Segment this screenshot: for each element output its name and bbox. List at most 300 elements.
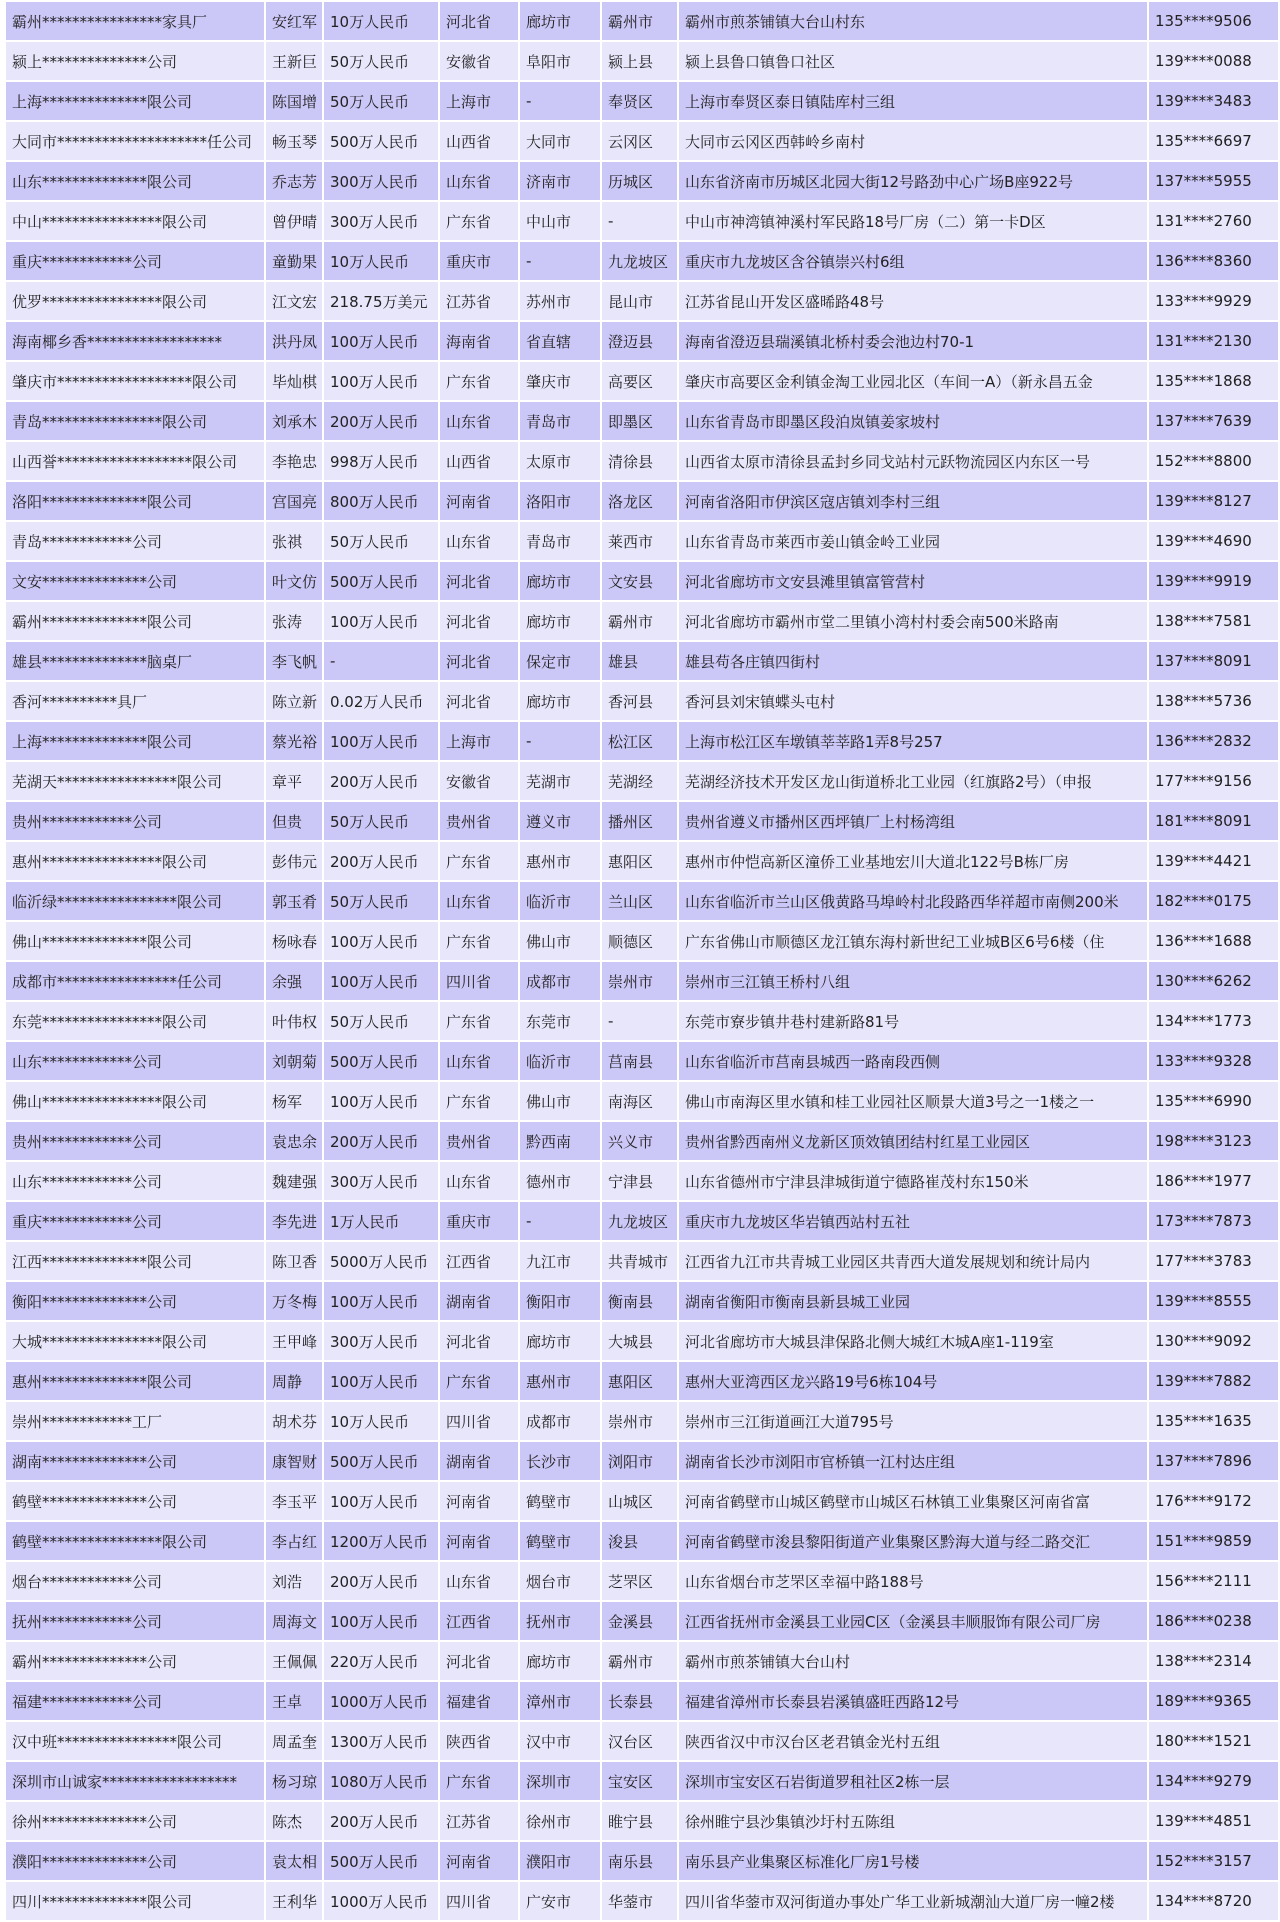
province-cell: 广东省: [439, 1081, 519, 1121]
phone-cell: 177****3783: [1148, 1241, 1279, 1281]
legal-person-cell: 周孟奎: [265, 1721, 323, 1761]
district-cell: 清徐县: [601, 441, 678, 481]
company-name-cell: 徐州**************公司: [5, 1801, 265, 1841]
address-cell: 惠州市仲恺高新区潼侨工业基地宏川大道北122号B栋厂房: [678, 841, 1148, 881]
phone-cell: 152****3157: [1148, 1841, 1279, 1881]
registered-capital-cell: 100万人民币: [323, 1361, 439, 1401]
registered-capital-cell: 100万人民币: [323, 601, 439, 641]
legal-person-cell: 万冬梅: [265, 1281, 323, 1321]
city-cell: 衡阳市: [519, 1281, 601, 1321]
phone-cell: 156****2111: [1148, 1561, 1279, 1601]
province-cell: 山东省: [439, 161, 519, 201]
company-name-cell: 鹤壁****************限公司: [5, 1521, 265, 1561]
company-name-cell: 汉中班****************限公司: [5, 1721, 265, 1761]
legal-person-cell: 李玉平: [265, 1481, 323, 1521]
registered-capital-cell: 220万人民币: [323, 1641, 439, 1681]
table-row: [5, 1361, 1279, 1401]
district-cell: 崇州市: [601, 1401, 678, 1441]
district-cell: 九龙坡区: [601, 1201, 678, 1241]
city-cell: 青岛市: [519, 521, 601, 561]
district-cell: 澄迈县: [601, 321, 678, 361]
table-row: [5, 921, 1279, 961]
address-cell: 深圳市宝安区石岩街道罗租社区2栋一层: [678, 1761, 1148, 1801]
district-cell: -: [601, 201, 678, 241]
table-row: [5, 801, 1279, 841]
address-cell: 山东省济南市历城区北园大街12号路劲中心广场B座922号: [678, 161, 1148, 201]
city-cell: 成都市: [519, 1401, 601, 1441]
table-row: [5, 361, 1279, 401]
province-cell: 陕西省: [439, 1721, 519, 1761]
phone-cell: 133****9929: [1148, 281, 1279, 321]
province-cell: 安徽省: [439, 761, 519, 801]
company-name-cell: 贵州************公司: [5, 1121, 265, 1161]
district-cell: -: [601, 1001, 678, 1041]
table-row: [5, 881, 1279, 921]
table-row: [5, 1321, 1279, 1361]
district-cell: 奉贤区: [601, 81, 678, 121]
province-cell: 广东省: [439, 1001, 519, 1041]
table-row: [5, 1161, 1279, 1201]
address-cell: 山东省青岛市莱西市姜山镇金岭工业园: [678, 521, 1148, 561]
legal-person-cell: 刘承木: [265, 401, 323, 441]
company-name-cell: 大同市********************任公司: [5, 121, 265, 161]
legal-person-cell: 杨习琼: [265, 1761, 323, 1801]
legal-person-cell: 陈国增: [265, 81, 323, 121]
registered-capital-cell: 300万人民币: [323, 161, 439, 201]
city-cell: 廊坊市: [519, 601, 601, 641]
table-row: [5, 1241, 1279, 1281]
address-cell: 芜湖经济技术开发区龙山街道桥北工业园（红旗路2号）（申报: [678, 761, 1148, 801]
legal-person-cell: 蔡光裕: [265, 721, 323, 761]
company-name-cell: 江西**************限公司: [5, 1241, 265, 1281]
province-cell: 山西省: [439, 121, 519, 161]
address-cell: 山东省烟台市芝罘区幸福中路188号: [678, 1561, 1148, 1601]
district-cell: 霸州市: [601, 1641, 678, 1681]
company-name-cell: 烟台************公司: [5, 1561, 265, 1601]
legal-person-cell: 曾伊晴: [265, 201, 323, 241]
address-cell: 河北省廊坊市霸州市堂二里镇小湾村村委会南500米路南: [678, 601, 1148, 641]
registered-capital-cell: 200万人民币: [323, 1121, 439, 1161]
legal-person-cell: 毕灿棋: [265, 361, 323, 401]
company-table: [4, 0, 1280, 1922]
table-row: [5, 601, 1279, 641]
district-cell: 播州区: [601, 801, 678, 841]
phone-cell: 152****8800: [1148, 441, 1279, 481]
address-cell: 徐州睢宁县沙集镇沙圩村五陈组: [678, 1801, 1148, 1841]
address-cell: 大同市云冈区西韩岭乡南村: [678, 121, 1148, 161]
address-cell: 江西省抚州市金溪县工业园C区（金溪县丰顺服饰有限公司厂房: [678, 1601, 1148, 1641]
address-cell: 江苏省昆山开发区盛晞路48号: [678, 281, 1148, 321]
address-cell: 香河县刘宋镇蝶头屯村: [678, 681, 1148, 721]
table-row: [5, 321, 1279, 361]
registered-capital-cell: 100万人民币: [323, 361, 439, 401]
registered-capital-cell: 100万人民币: [323, 921, 439, 961]
phone-cell: 135****9506: [1148, 1, 1279, 41]
district-cell: 霸州市: [601, 1, 678, 41]
address-cell: 上海市奉贤区泰日镇陆库村三组: [678, 81, 1148, 121]
phone-cell: 139****3483: [1148, 81, 1279, 121]
phone-cell: 181****8091: [1148, 801, 1279, 841]
table-row: [5, 81, 1279, 121]
address-cell: 上海市松江区车墩镇莘莘路1弄8号257: [678, 721, 1148, 761]
phone-cell: 189****9365: [1148, 1681, 1279, 1721]
district-cell: 汉台区: [601, 1721, 678, 1761]
city-cell: 廊坊市: [519, 1, 601, 41]
city-cell: 惠州市: [519, 841, 601, 881]
table-row: [5, 1441, 1279, 1481]
city-cell: 深圳市: [519, 1761, 601, 1801]
province-cell: 山东省: [439, 521, 519, 561]
address-cell: 四川省华蓥市双河街道办事处广华工业新城潮汕大道厂房一幢2楼: [678, 1881, 1148, 1921]
legal-person-cell: 周海文: [265, 1601, 323, 1641]
registered-capital-cell: 50万人民币: [323, 1001, 439, 1041]
phone-cell: 139****4851: [1148, 1801, 1279, 1841]
city-cell: 济南市: [519, 161, 601, 201]
address-cell: 重庆市九龙坡区华岩镇西站村五社: [678, 1201, 1148, 1241]
address-cell: 中山市神湾镇神溪村军民路18号厂房（二）第一卡D区: [678, 201, 1148, 241]
address-cell: 山东省临沂市兰山区俄黄路马埠岭村北段路西华祥超市南侧200米: [678, 881, 1148, 921]
phone-cell: 186****0238: [1148, 1601, 1279, 1641]
registered-capital-cell: 1300万人民币: [323, 1721, 439, 1761]
table-row: [5, 1001, 1279, 1041]
legal-person-cell: 袁太相: [265, 1841, 323, 1881]
registered-capital-cell: 1200万人民币: [323, 1521, 439, 1561]
province-cell: 广东省: [439, 1361, 519, 1401]
phone-cell: 136****2832: [1148, 721, 1279, 761]
table-row: [5, 401, 1279, 441]
phone-cell: 180****1521: [1148, 1721, 1279, 1761]
province-cell: 贵州省: [439, 1121, 519, 1161]
district-cell: 兰山区: [601, 881, 678, 921]
company-name-cell: 上海**************限公司: [5, 721, 265, 761]
table-row: [5, 241, 1279, 281]
district-cell: 芝罘区: [601, 1561, 678, 1601]
city-cell: 黔西南: [519, 1121, 601, 1161]
company-name-cell: 佛山**************限公司: [5, 921, 265, 961]
company-name-cell: 衡阳**************公司: [5, 1281, 265, 1321]
district-cell: 高要区: [601, 361, 678, 401]
registered-capital-cell: 500万人民币: [323, 1041, 439, 1081]
table-body: [5, 1, 1279, 1921]
city-cell: 惠州市: [519, 1361, 601, 1401]
phone-cell: 138****7581: [1148, 601, 1279, 641]
province-cell: 四川省: [439, 961, 519, 1001]
company-name-cell: 优罗****************限公司: [5, 281, 265, 321]
table-row: [5, 521, 1279, 561]
province-cell: 江西省: [439, 1241, 519, 1281]
legal-person-cell: 叶文仿: [265, 561, 323, 601]
table-row: [5, 1761, 1279, 1801]
city-cell: 烟台市: [519, 1561, 601, 1601]
company-name-cell: 山东************公司: [5, 1161, 265, 1201]
city-cell: 佛山市: [519, 921, 601, 961]
company-name-cell: 海南椰乡香******************: [5, 321, 265, 361]
province-cell: 山东省: [439, 1161, 519, 1201]
registered-capital-cell: 200万人民币: [323, 761, 439, 801]
district-cell: 霸州市: [601, 601, 678, 641]
table-row: [5, 1801, 1279, 1841]
city-cell: 阜阳市: [519, 41, 601, 81]
address-cell: 广东省佛山市顺德区龙江镇东海村新世纪工业城B区6号6楼（住: [678, 921, 1148, 961]
table-row: [5, 1881, 1279, 1921]
address-cell: 河北省廊坊市大城县津保路北侧大城红木城A座1-119室: [678, 1321, 1148, 1361]
legal-person-cell: 但贵: [265, 801, 323, 841]
registered-capital-cell: 500万人民币: [323, 561, 439, 601]
table-row: [5, 441, 1279, 481]
address-cell: 霸州市煎茶铺镇大台山村东: [678, 1, 1148, 41]
legal-person-cell: 张涛: [265, 601, 323, 641]
address-cell: 崇州市三江街道画江大道795号: [678, 1401, 1148, 1441]
city-cell: 徐州市: [519, 1801, 601, 1841]
company-name-cell: 山东************公司: [5, 1041, 265, 1081]
province-cell: 广东省: [439, 921, 519, 961]
district-cell: 惠阳区: [601, 841, 678, 881]
registered-capital-cell: 5000万人民币: [323, 1241, 439, 1281]
registered-capital-cell: 100万人民币: [323, 1601, 439, 1641]
legal-person-cell: 王新巨: [265, 41, 323, 81]
company-name-cell: 重庆************公司: [5, 1201, 265, 1241]
province-cell: 四川省: [439, 1401, 519, 1441]
legal-person-cell: 叶伟权: [265, 1001, 323, 1041]
table-row: [5, 1721, 1279, 1761]
city-cell: 保定市: [519, 641, 601, 681]
district-cell: 金溪县: [601, 1601, 678, 1641]
city-cell: 肇庆市: [519, 361, 601, 401]
company-name-cell: 佛山****************限公司: [5, 1081, 265, 1121]
legal-person-cell: 王利华: [265, 1881, 323, 1921]
phone-cell: 137****7639: [1148, 401, 1279, 441]
address-cell: 雄县苟各庄镇四街村: [678, 641, 1148, 681]
registered-capital-cell: 100万人民币: [323, 1481, 439, 1521]
registered-capital-cell: 218.75万美元: [323, 281, 439, 321]
province-cell: 贵州省: [439, 801, 519, 841]
district-cell: 长泰县: [601, 1681, 678, 1721]
table-row: [5, 281, 1279, 321]
address-cell: 湖南省长沙市浏阳市官桥镇一江村达庄组: [678, 1441, 1148, 1481]
province-cell: 上海市: [439, 721, 519, 761]
registered-capital-cell: 300万人民币: [323, 201, 439, 241]
registered-capital-cell: 50万人民币: [323, 81, 439, 121]
province-cell: 海南省: [439, 321, 519, 361]
company-name-cell: 颍上**************公司: [5, 41, 265, 81]
district-cell: 颍上县: [601, 41, 678, 81]
table-row: [5, 1121, 1279, 1161]
phone-cell: 186****1977: [1148, 1161, 1279, 1201]
company-name-cell: 文安**************公司: [5, 561, 265, 601]
legal-person-cell: 章平: [265, 761, 323, 801]
registered-capital-cell: 200万人民币: [323, 1561, 439, 1601]
phone-cell: 135****6990: [1148, 1081, 1279, 1121]
registered-capital-cell: 300万人民币: [323, 1161, 439, 1201]
district-cell: 宁津县: [601, 1161, 678, 1201]
phone-cell: 135****1635: [1148, 1401, 1279, 1441]
city-cell: 九江市: [519, 1241, 601, 1281]
province-cell: 广东省: [439, 841, 519, 881]
city-cell: -: [519, 1201, 601, 1241]
registered-capital-cell: 10万人民币: [323, 1, 439, 41]
province-cell: 广东省: [439, 201, 519, 241]
city-cell: 廊坊市: [519, 681, 601, 721]
phone-cell: 177****9156: [1148, 761, 1279, 801]
legal-person-cell: 洪丹凤: [265, 321, 323, 361]
legal-person-cell: 康智财: [265, 1441, 323, 1481]
address-cell: 重庆市九龙坡区含谷镇崇兴村6组: [678, 241, 1148, 281]
legal-person-cell: 袁忠余: [265, 1121, 323, 1161]
company-name-cell: 深圳市山诚家******************: [5, 1761, 265, 1801]
city-cell: 太原市: [519, 441, 601, 481]
phone-cell: 138****5736: [1148, 681, 1279, 721]
district-cell: 南海区: [601, 1081, 678, 1121]
district-cell: 宝安区: [601, 1761, 678, 1801]
company-name-cell: 贵州************公司: [5, 801, 265, 841]
phone-cell: 130****9092: [1148, 1321, 1279, 1361]
province-cell: 重庆市: [439, 241, 519, 281]
phone-cell: 136****8360: [1148, 241, 1279, 281]
phone-cell: 151****9859: [1148, 1521, 1279, 1561]
phone-cell: 137****7896: [1148, 1441, 1279, 1481]
address-cell: 东莞市寮步镇井巷村建新路81号: [678, 1001, 1148, 1041]
company-name-cell: 福建************公司: [5, 1681, 265, 1721]
address-cell: 佛山市南海区里水镇和桂工业园社区顺景大道3号之一1楼之一: [678, 1081, 1148, 1121]
province-cell: 河北省: [439, 1, 519, 41]
address-cell: 湖南省衡阳市衡南县新县城工业园: [678, 1281, 1148, 1321]
phone-cell: 139****4690: [1148, 521, 1279, 561]
phone-cell: 131****2760: [1148, 201, 1279, 241]
district-cell: 昆山市: [601, 281, 678, 321]
company-name-cell: 上海**************限公司: [5, 81, 265, 121]
district-cell: 浏阳市: [601, 1441, 678, 1481]
city-cell: 佛山市: [519, 1081, 601, 1121]
table-row: [5, 561, 1279, 601]
table-row: [5, 761, 1279, 801]
registered-capital-cell: 50万人民币: [323, 881, 439, 921]
phone-cell: 173****7873: [1148, 1201, 1279, 1241]
city-cell: 廊坊市: [519, 561, 601, 601]
legal-person-cell: 杨咏春: [265, 921, 323, 961]
city-cell: 遵义市: [519, 801, 601, 841]
table-row: [5, 41, 1279, 81]
registered-capital-cell: 800万人民币: [323, 481, 439, 521]
registered-capital-cell: 100万人民币: [323, 1281, 439, 1321]
address-cell: 河北省廊坊市文安县滩里镇富管营村: [678, 561, 1148, 601]
phone-cell: 130****6262: [1148, 961, 1279, 1001]
province-cell: 山东省: [439, 1041, 519, 1081]
province-cell: 河南省: [439, 1521, 519, 1561]
table-row: [5, 1841, 1279, 1881]
company-name-cell: 大城****************限公司: [5, 1321, 265, 1361]
registered-capital-cell: 500万人民币: [323, 1841, 439, 1881]
province-cell: 河北省: [439, 601, 519, 641]
address-cell: 霸州市煎茶铺镇大台山村: [678, 1641, 1148, 1681]
address-cell: 福建省漳州市长泰县岩溪镇盛旺西路12号: [678, 1681, 1148, 1721]
province-cell: 河北省: [439, 641, 519, 681]
phone-cell: 134****8720: [1148, 1881, 1279, 1921]
district-cell: 松江区: [601, 721, 678, 761]
legal-person-cell: 李艳忠: [265, 441, 323, 481]
district-cell: 惠阳区: [601, 1361, 678, 1401]
district-cell: 南乐县: [601, 1841, 678, 1881]
city-cell: 抚州市: [519, 1601, 601, 1641]
registered-capital-cell: 100万人民币: [323, 321, 439, 361]
district-cell: 洛龙区: [601, 481, 678, 521]
registered-capital-cell: 10万人民币: [323, 1401, 439, 1441]
registered-capital-cell: 0.02万人民币: [323, 681, 439, 721]
table-row: [5, 481, 1279, 521]
city-cell: 德州市: [519, 1161, 601, 1201]
registered-capital-cell: 50万人民币: [323, 801, 439, 841]
address-cell: 肇庆市高要区金利镇金淘工业园北区（车间一A）（新永昌五金: [678, 361, 1148, 401]
company-name-cell: 山东**************限公司: [5, 161, 265, 201]
legal-person-cell: 宫国亮: [265, 481, 323, 521]
legal-person-cell: 李飞帆: [265, 641, 323, 681]
registered-capital-cell: 1000万人民币: [323, 1681, 439, 1721]
phone-cell: 139****8555: [1148, 1281, 1279, 1321]
registered-capital-cell: 200万人民币: [323, 1801, 439, 1841]
province-cell: 山西省: [439, 441, 519, 481]
company-name-cell: 惠州****************限公司: [5, 841, 265, 881]
company-name-cell: 山西誉******************限公司: [5, 441, 265, 481]
phone-cell: 133****9328: [1148, 1041, 1279, 1081]
company-name-cell: 霸州****************家具厂: [5, 1, 265, 41]
city-cell: -: [519, 241, 601, 281]
province-cell: 四川省: [439, 1881, 519, 1921]
address-cell: 山东省临沂市莒南县城西一路南段西侧: [678, 1041, 1148, 1081]
address-cell: 颍上县鲁口镇鲁口社区: [678, 41, 1148, 81]
province-cell: 江西省: [439, 1601, 519, 1641]
city-cell: -: [519, 81, 601, 121]
legal-person-cell: 陈杰: [265, 1801, 323, 1841]
province-cell: 山东省: [439, 1561, 519, 1601]
district-cell: 兴义市: [601, 1121, 678, 1161]
registered-capital-cell: 1000万人民币: [323, 1881, 439, 1921]
district-cell: 衡南县: [601, 1281, 678, 1321]
city-cell: 洛阳市: [519, 481, 601, 521]
address-cell: 河南省鹤壁市浚县黎阳街道产业集聚区黔海大道与经二路交汇: [678, 1521, 1148, 1561]
legal-person-cell: 王佩佩: [265, 1641, 323, 1681]
city-cell: 芜湖市: [519, 761, 601, 801]
legal-person-cell: 乔志芳: [265, 161, 323, 201]
company-name-cell: 崇州************工厂: [5, 1401, 265, 1441]
city-cell: 漳州市: [519, 1681, 601, 1721]
table-row: [5, 721, 1279, 761]
city-cell: 广安市: [519, 1881, 601, 1921]
province-cell: 江苏省: [439, 281, 519, 321]
table-row: [5, 1201, 1279, 1241]
phone-cell: 134****1773: [1148, 1001, 1279, 1041]
phone-cell: 139****9919: [1148, 561, 1279, 601]
district-cell: 山城区: [601, 1481, 678, 1521]
legal-person-cell: 刘浩: [265, 1561, 323, 1601]
registered-capital-cell: 998万人民币: [323, 441, 439, 481]
company-name-cell: 霸州**************限公司: [5, 601, 265, 641]
registered-capital-cell: 200万人民币: [323, 401, 439, 441]
province-cell: 河南省: [439, 1841, 519, 1881]
province-cell: 河北省: [439, 561, 519, 601]
table-row: [5, 161, 1279, 201]
company-name-cell: 重庆************公司: [5, 241, 265, 281]
table-row: [5, 1601, 1279, 1641]
table-row: [5, 1401, 1279, 1441]
table-row: [5, 121, 1279, 161]
registered-capital-cell: -: [323, 641, 439, 681]
province-cell: 湖南省: [439, 1281, 519, 1321]
table-row: [5, 841, 1279, 881]
company-name-cell: 临沂绿****************限公司: [5, 881, 265, 921]
city-cell: 廊坊市: [519, 1321, 601, 1361]
registered-capital-cell: 10万人民币: [323, 241, 439, 281]
city-cell: 青岛市: [519, 401, 601, 441]
table-row: [5, 1281, 1279, 1321]
